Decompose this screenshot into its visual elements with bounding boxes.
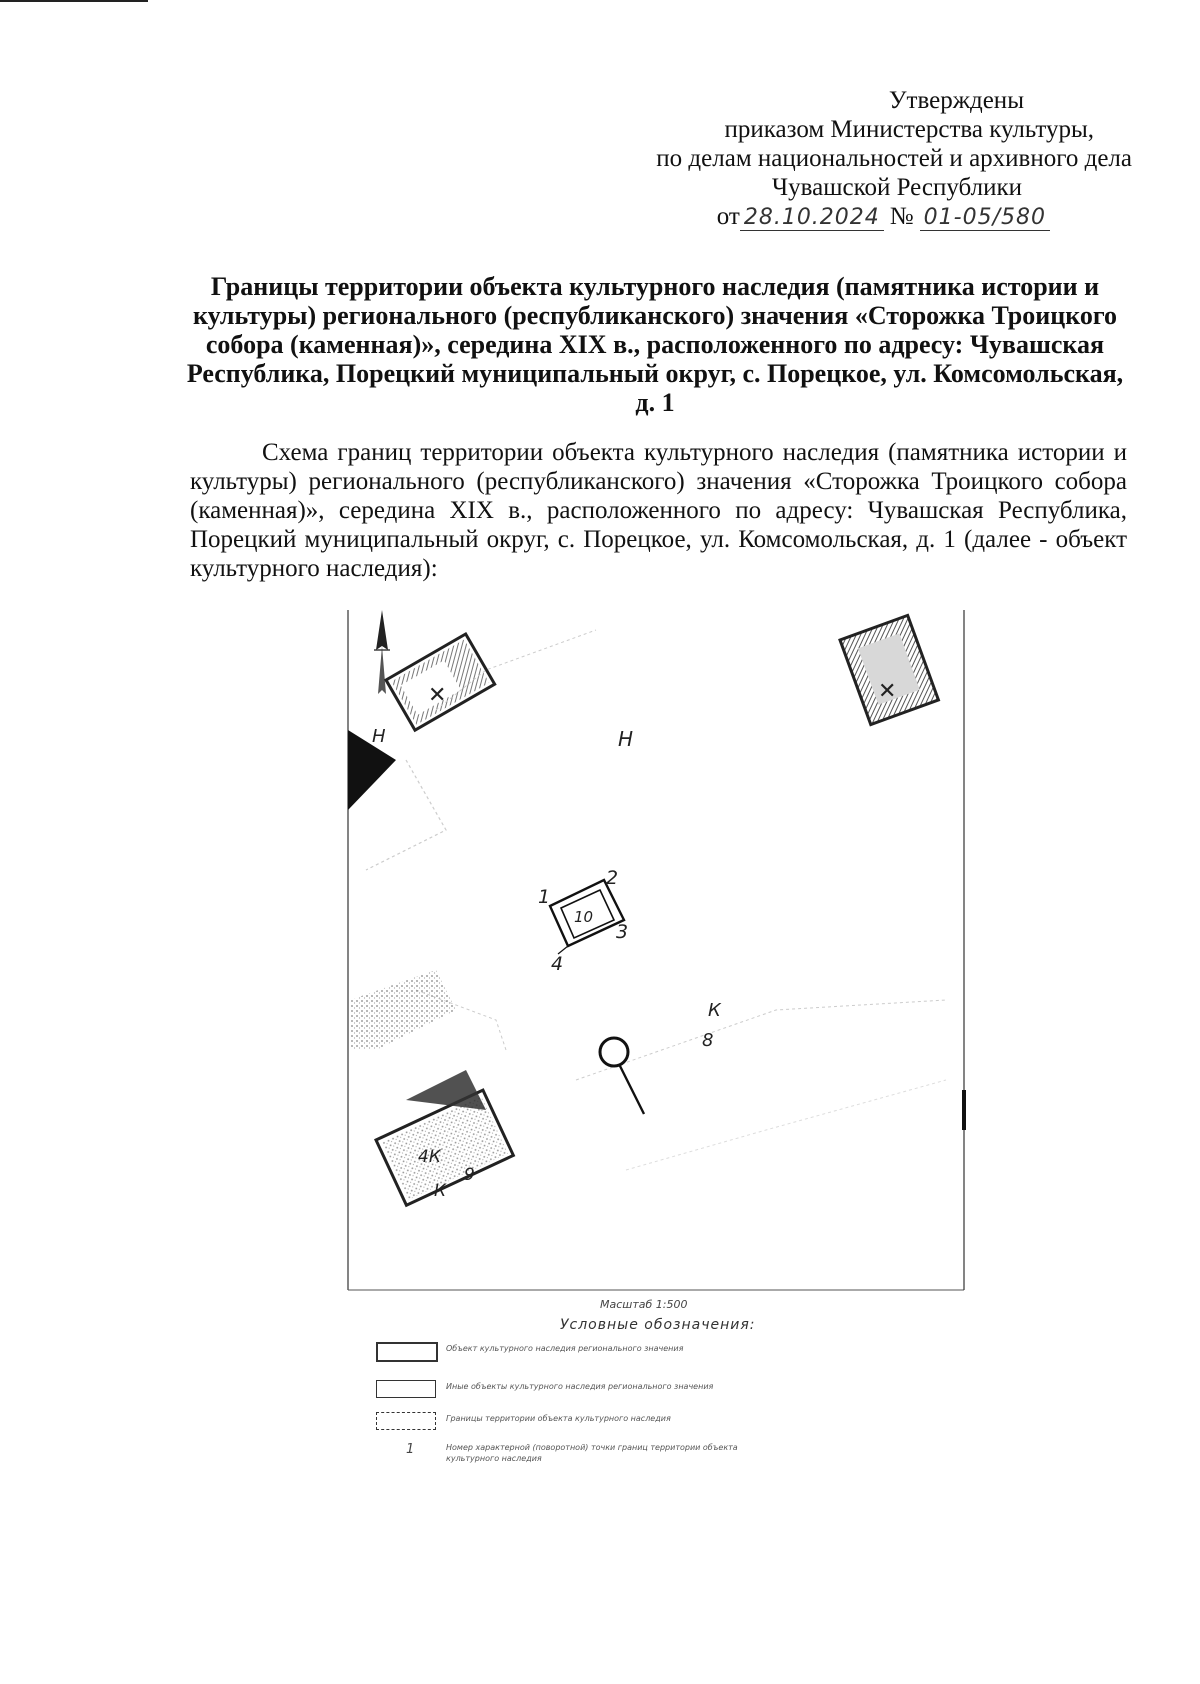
legend-item-4 <box>376 1442 836 1468</box>
legend-text-3: Границы территории объекта культурного наследия <box>446 1414 671 1423</box>
approval-line-3: по делам национальностей и архивного дела <box>656 145 1132 172</box>
point-3: 3 <box>616 921 629 943</box>
top-rule <box>0 0 148 2</box>
legend-swatch-2 <box>376 1380 436 1398</box>
legend-item-2 <box>376 1380 836 1398</box>
label-8: 8 <box>702 1030 714 1051</box>
map-scale: Масштаб 1:500 <box>600 1298 688 1311</box>
label-n-main: Н <box>618 727 634 751</box>
approval-date: 28.10.2024 <box>740 205 884 231</box>
point-2: 2 <box>606 867 619 889</box>
legend-swatch-1 <box>376 1342 438 1362</box>
intro-paragraph: Схема границ территории объекта культурного наследия (памятника истории и культуры) регионального (республиканского) значения «Сторожка Троицкого собора (каменная)», середина XIX в., расположенного по адресу: Чувашская Республика, Порецкий муниципальный округ, с. Порецкое, ул. Комсомольская, д. 1 (далее - объект культурного наследия): <box>190 439 1127 582</box>
document-title: Границы территории объекта культурного наследия (памятника истории и культуры) регионального (республиканского) значения «Сторожка Троицкого собора (каменная)», середина XIX в., расположенного по адресу: Чувашская Республика, Порецкий муниципальный округ, с. Порецкое, ул. Комсомольская, д. 1 <box>186 272 1124 417</box>
number-sign: № <box>889 203 914 230</box>
building-ne <box>840 615 938 724</box>
cross-mark-icon: ✕ <box>428 682 447 707</box>
approval-line-4: Чувашской Республики <box>771 174 1022 201</box>
cross-mark-ne-icon: ✕ <box>878 678 897 703</box>
legend-swatch-3 <box>376 1412 436 1430</box>
vegetation-patch <box>350 970 456 1050</box>
legend-title: Условные обозначения: <box>560 1317 756 1333</box>
pole-circle-icon <box>600 1038 628 1066</box>
label-4k: 4К <box>418 1147 441 1167</box>
approval-block <box>612 86 1132 232</box>
boundary-map <box>346 610 966 1300</box>
legend-text-1: Объект культурного наследия регионального значения <box>446 1344 684 1353</box>
point-4: 4 <box>551 953 564 975</box>
label-n-small: Н <box>372 726 386 747</box>
approval-number: 01-05/580 <box>920 205 1050 231</box>
point-1: 1 <box>538 886 551 908</box>
approval-line-2: приказом Министерства культуры, <box>724 116 1094 143</box>
label-9: 9 <box>464 1165 475 1185</box>
legend-number: 1 <box>406 1442 415 1457</box>
approval-line-1: Утверждены <box>888 87 1024 114</box>
approval-date-line <box>612 202 1132 232</box>
legend-text-4: Номер характерной (поворотной) точки границ территории объекта культурного наследия <box>446 1443 738 1463</box>
legend-item-3 <box>376 1412 836 1430</box>
building-number: 10 <box>574 908 594 926</box>
legend-text-2: Иные объекты культурного наследия регионального значения <box>446 1382 714 1391</box>
label-k-sw: К <box>434 1181 447 1201</box>
label-k: К <box>708 1000 721 1021</box>
legend-item-1 <box>376 1342 836 1360</box>
date-prefix: от <box>716 203 740 230</box>
